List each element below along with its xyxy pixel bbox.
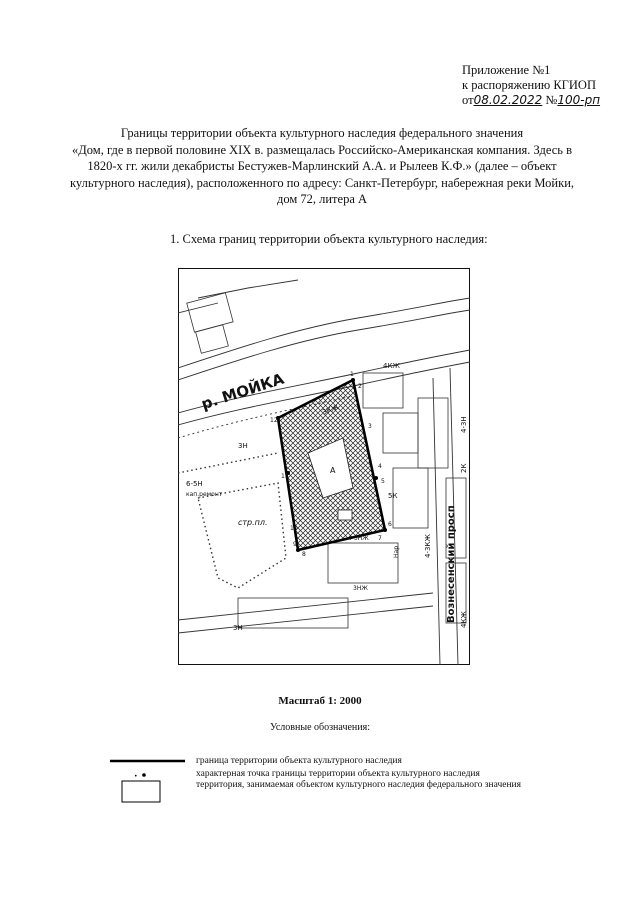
svg-text:•: • [134, 773, 138, 780]
title-line: 1820-х гг. жили декабристы Бестужев-Марлинский А.А. и Рылеев К.Ф.» (далее – объект [87, 159, 557, 173]
area-label: стр.пл. [238, 518, 268, 527]
title-line: дом 72, литера А [276, 192, 368, 206]
river-label: р. МОЙКА [199, 369, 287, 414]
legend-label: территория, занимаемая объектом культурного наследия федерального значения [196, 780, 521, 790]
map-label: 5К [388, 492, 398, 500]
appendix-date-line [462, 93, 632, 108]
map-label: 4КЖ [460, 611, 468, 628]
dotted-path [178, 453, 278, 473]
point-number: 5 [381, 478, 385, 485]
construction-site-border [198, 483, 286, 588]
map-label: А [330, 466, 336, 475]
point-number: 3 [368, 423, 372, 430]
hatched-area-icon [110, 780, 162, 804]
map-label: 6-5Н [186, 480, 203, 488]
map-label: Нар [393, 546, 400, 558]
appendix-order: к распоряжению КГИОП [462, 78, 596, 92]
title-line: культурного наследия), расположенного по адресу: Санкт-Петербург, набережная реки Мойки, [69, 175, 575, 190]
appendix-title: Приложение №1 [462, 63, 551, 77]
map-label: 4КЖ [383, 362, 400, 370]
point-number: 6 [388, 521, 392, 528]
section-heading: 1. Схема границ территории объекта культурного наследия: [170, 232, 488, 246]
legend-label: характерная точка границы территории объекта культурного наследия [196, 769, 480, 779]
handwritten-date: 08.02.2022 [473, 93, 543, 107]
point-number: 1 [350, 371, 354, 378]
map-label: 3НЖ [353, 585, 368, 592]
street-label: Вознесенский просп [446, 505, 457, 623]
boundary-line-icon [110, 756, 185, 766]
map-label: 2К [460, 463, 468, 473]
legend-label: граница территории объекта культурного наследия [196, 756, 402, 766]
boundary-map [178, 268, 470, 665]
appendix-header [462, 63, 632, 108]
point-number: 7 [378, 535, 382, 542]
point-number: 11 [281, 473, 289, 480]
map-label: 3Н [233, 624, 243, 632]
legend-title: Условные обозначения: [269, 722, 370, 733]
title-line: Границы территории объекта культурного наследия федерального значения [120, 126, 524, 140]
map-label: 4-3Н [460, 416, 468, 433]
map-label: 3Н [238, 442, 248, 450]
map-scale: Масштаб 1: 2000 [278, 695, 362, 707]
title-line: «Дом, где в первой половине XIX в. размещалась Российско-Американская компания. Здесь в [72, 142, 572, 157]
point-number: 4 [378, 463, 382, 470]
map-label: 4-3КЖ [424, 534, 432, 558]
document-title [62, 125, 582, 208]
number-prefix: № [545, 93, 558, 107]
point-number: 2 [358, 383, 362, 390]
point-number: 9 [293, 541, 297, 548]
map-label: 4-5НЖ [348, 535, 369, 542]
point-number: 10 [290, 525, 298, 532]
date-prefix: от [462, 93, 474, 107]
point-number: 12 [270, 417, 278, 424]
point-number: 8 [302, 551, 306, 558]
map-label: 3КЖ [321, 403, 340, 417]
repair-label: кап.ремонт [186, 491, 223, 498]
handwritten-number: 100-рп [557, 93, 601, 107]
courtyard-small [338, 510, 352, 520]
